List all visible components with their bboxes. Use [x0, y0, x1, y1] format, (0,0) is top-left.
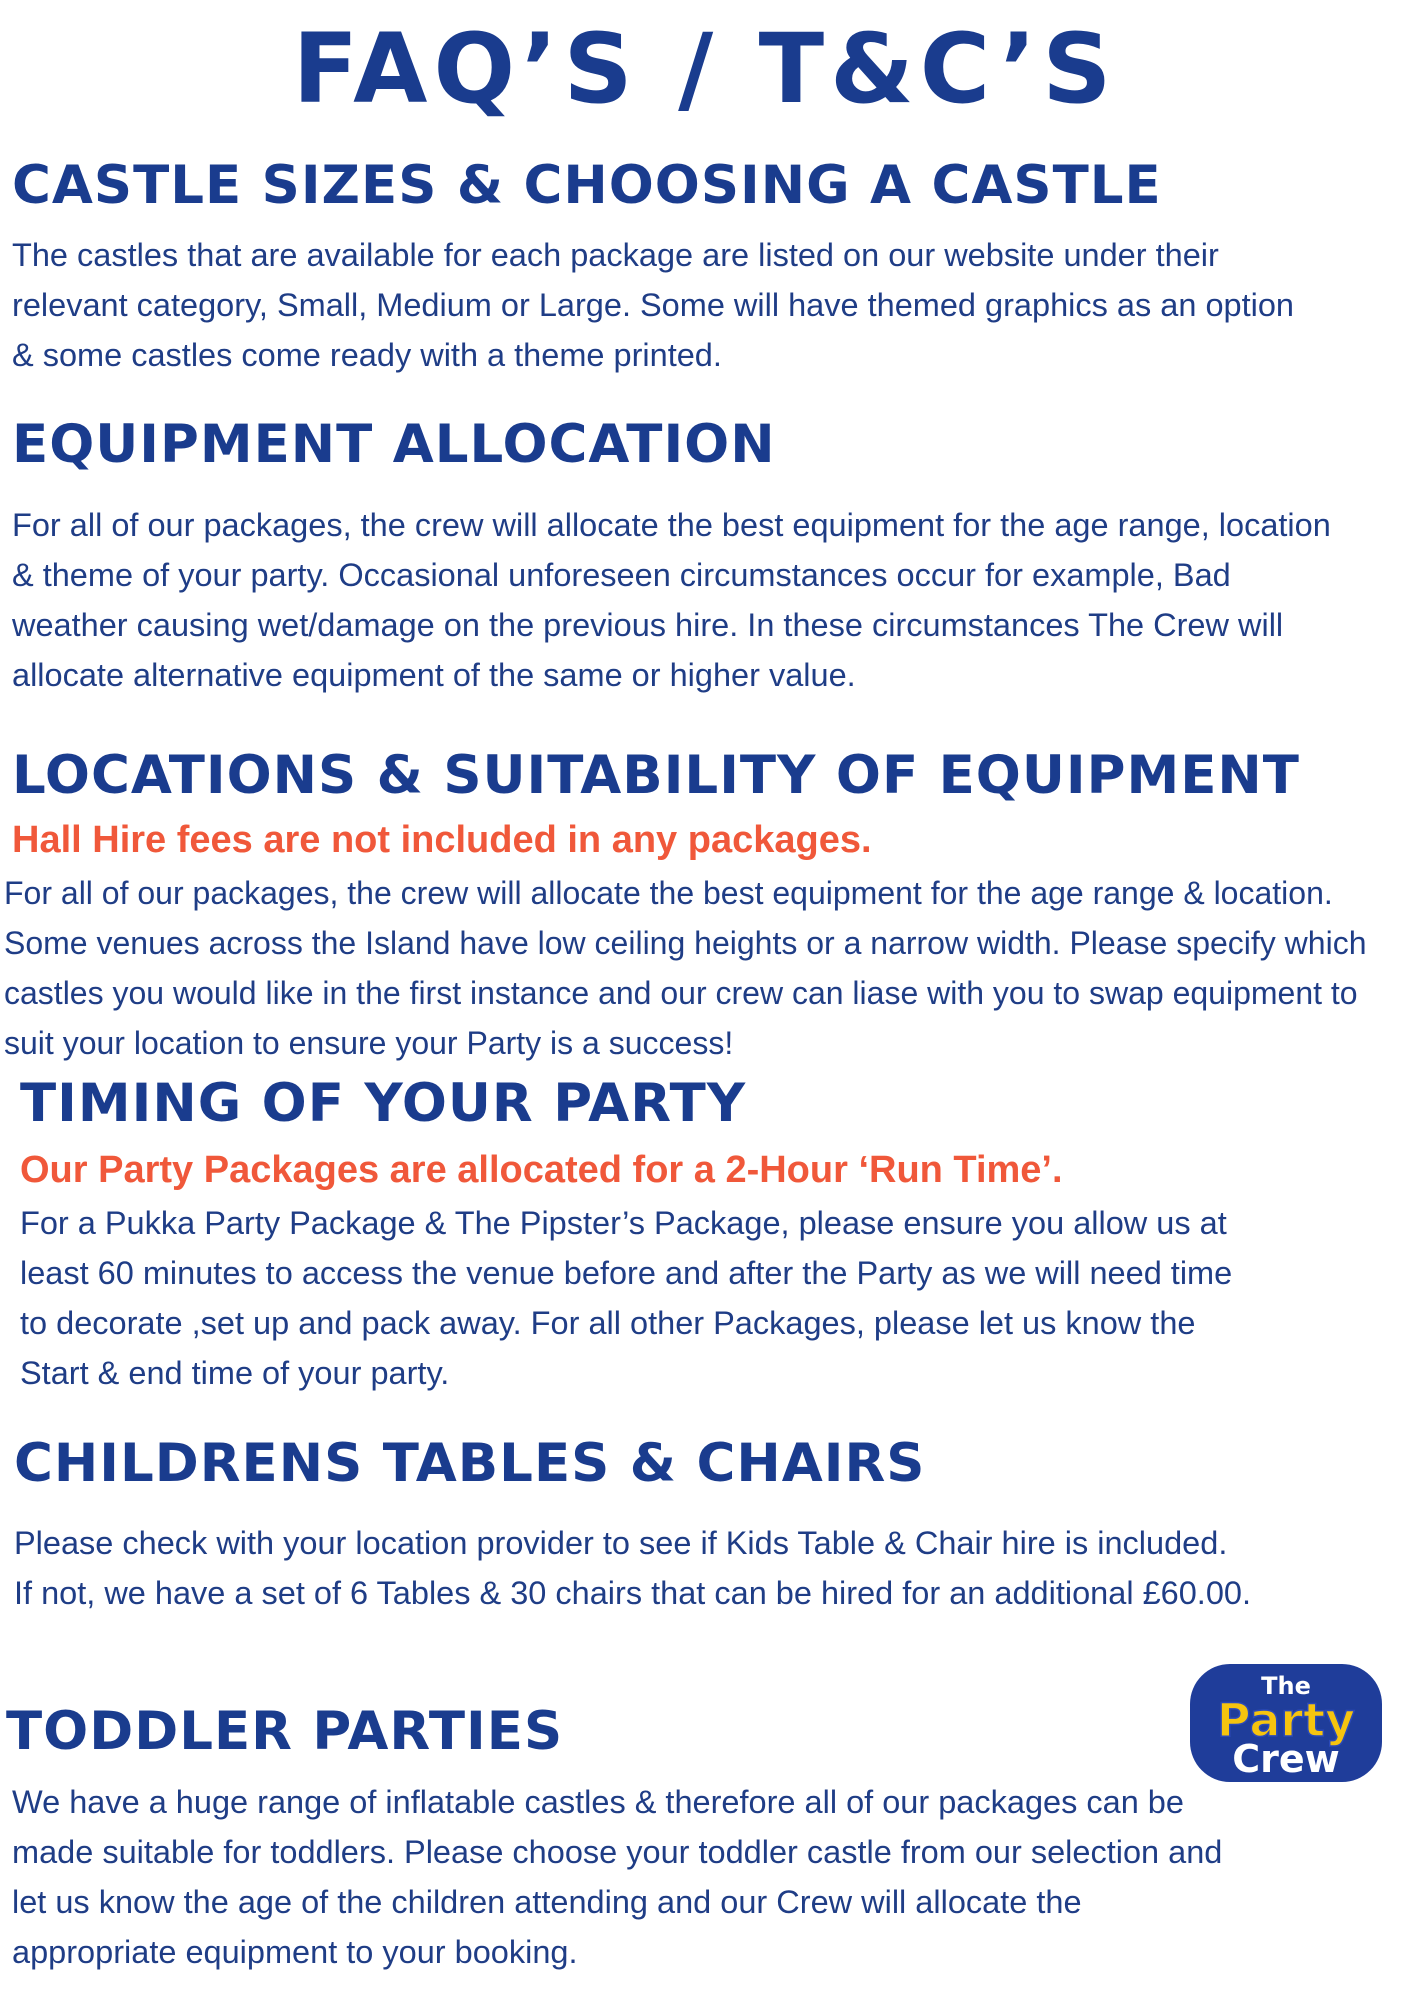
logo-text-crew: Crew — [1232, 1737, 1340, 1781]
party-crew-logo — [1188, 1662, 1384, 1784]
section-heading-tables-chairs: CHILDRENS TABLES & CHAIRS — [14, 1433, 926, 1494]
logo-text-party: Party — [1216, 1693, 1356, 1747]
section-body-equipment-allocation: For all of our packages, the crew will allocate the best equipment for the age range, location & theme of your party. Occasional unforeseen circumstances occur for example, Bad weather causing wet/damage on the previous hire. In these circumstances The Crew will allocate alternative equipment of the same or higher value. — [12, 507, 1331, 693]
hall-hire-notice: Hall Hire fees are not included in any packages. — [12, 819, 872, 861]
page-title: FAQ’S / T&C’S — [292, 13, 1118, 125]
section-body-tables-chairs: Please check with your location provider to see if Kids Table & Chair hire is included. If not, we have a set of 6 Tables & 30 chairs that can be hired for an additional £60.00. — [14, 1525, 1252, 1611]
run-time-notice: Our Party Packages are allocated for a 2-Hour ‘Run Time’. — [20, 1149, 1063, 1191]
section-heading-toddler-parties: TODDLER PARTIES — [6, 1701, 564, 1762]
section-body-locations: For all of our packages, the crew will allocate the best equipment for the age range & location. Some venues across the Island have low ceiling heights or a narrow width. Please specify which castles you would like in the first instance and our crew can liase with you to swap equipment to suit your location to ensure your Party is a success! — [4, 875, 1367, 1061]
section-heading-castle-sizes: CASTLE SIZES & CHOOSING A CASTLE — [12, 155, 1162, 216]
section-body-toddler-parties: We have a huge range of inflatable castles & therefore all of our packages can be made suitable for toddlers. Please choose your toddler castle from our selection and let us know the age of the children attending and our Crew will allocate the appropriate equipment to your booking. — [12, 1784, 1223, 1970]
logo-text-the: The — [1261, 1672, 1311, 1700]
section-heading-timing: TIMING OF YOUR PARTY — [20, 1073, 747, 1134]
section-body-timing: For a Pukka Party Package & The Pipster’s Package, please ensure you allow us at least 60 minutes to access the venue before and after the Party as we will need time to decorate ,set up and pack away. For all other Packages, please let us know the Start & end time of your party. — [20, 1205, 1233, 1391]
section-heading-equipment-allocation: EQUIPMENT ALLOCATION — [12, 414, 776, 475]
section-heading-locations: LOCATIONS & SUITABILITY OF EQUIPMENT — [12, 745, 1300, 806]
section-body-castle-sizes: The castles that are available for each package are listed on our website under their relevant category, Small, Medium or Large. Some will have themed graphics as an option & some castles come ready with a theme printed. — [12, 237, 1294, 373]
